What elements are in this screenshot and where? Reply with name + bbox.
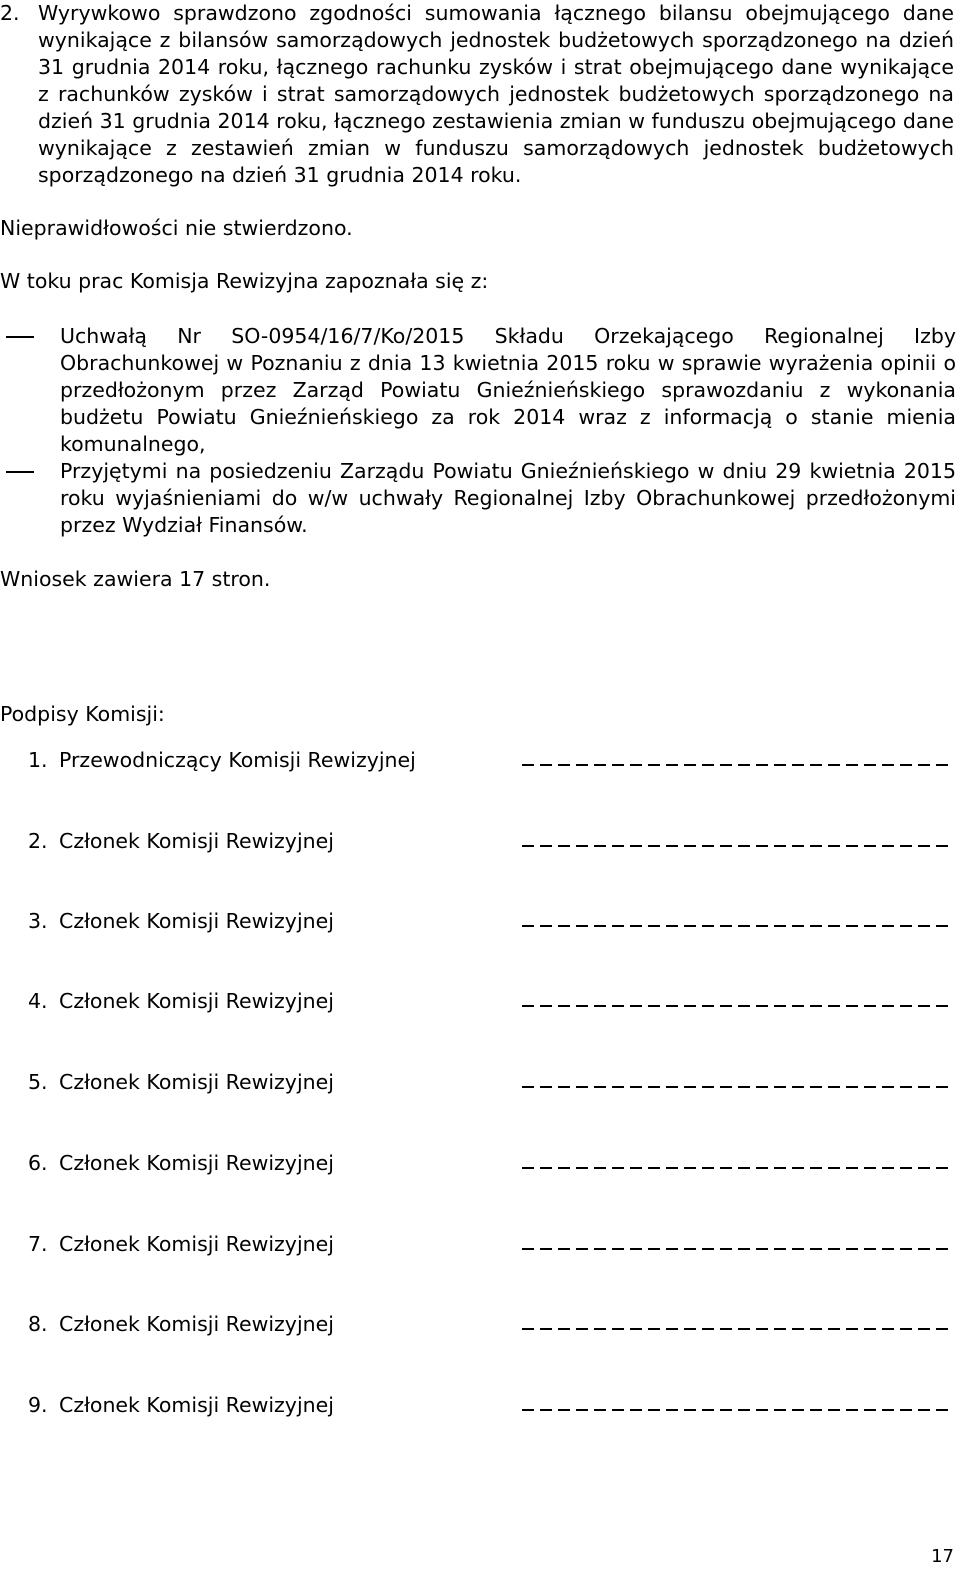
signature-row bbox=[0, 1068, 956, 1096]
signature-number: 5. bbox=[28, 1070, 48, 1094]
section-number: 2. bbox=[0, 1, 20, 25]
signature-row bbox=[0, 1230, 956, 1258]
dash-bullet-icon bbox=[6, 336, 34, 338]
list-item-text: Uchwałą Nr SO-0954/16/7/Ko/2015 Składu Orzekającego Regionalnej Izby Obrachunkowej w Poznaniu z dnia 13 kwietnia 2015 roku w sprawie wyrażenia opinii o przedłożonym przez Zarząd Powiatu Gnieźnieńskiego sprawozdaniu z wykonania budżetu Powiatu Gnieźnieńskiego za rok 2014 wraz z informacją o stanie mienia komunalnego, bbox=[60, 324, 956, 456]
signature-row bbox=[0, 1149, 956, 1177]
signature-line bbox=[522, 925, 954, 927]
signature-number: 6. bbox=[28, 1151, 48, 1175]
list-item bbox=[0, 458, 956, 539]
signature-label: Członek Komisji Rewizyjnej bbox=[59, 989, 334, 1013]
list-item-text: Przyjętymi na posiedzeniu Zarządu Powiatu Gnieźnieńskiego w dniu 29 kwietnia 2015 roku wyjaśnieniami do w/w uchwały Regionalnej Izby Obrachunkowej przedłożonymi przez Wydział Finansów. bbox=[60, 459, 956, 537]
signature-number: 7. bbox=[28, 1232, 48, 1256]
signature-row bbox=[0, 907, 956, 935]
page-count-note: Wniosek zawiera 17 stron. bbox=[0, 567, 271, 591]
signatures-heading: Podpisy Komisji: bbox=[0, 702, 165, 726]
signature-row bbox=[0, 1391, 956, 1419]
signature-label: Członek Komisji Rewizyjnej bbox=[59, 1312, 334, 1336]
signature-label: Przewodniczący Komisji Rewizyjnej bbox=[59, 748, 416, 772]
signature-number: 2. bbox=[28, 829, 48, 853]
page-number: 17 bbox=[931, 1546, 954, 1567]
signature-row bbox=[0, 987, 956, 1015]
signature-number: 1. bbox=[28, 748, 48, 772]
signature-row bbox=[0, 827, 956, 855]
signature-number: 3. bbox=[28, 909, 48, 933]
signature-row bbox=[0, 1310, 956, 1338]
intro-paragraph: W toku prac Komisja Rewizyjna zapoznała się z: bbox=[0, 269, 489, 293]
signature-line bbox=[522, 845, 954, 847]
bullet-list bbox=[0, 323, 956, 539]
signature-number: 9. bbox=[28, 1393, 48, 1417]
signature-number: 4. bbox=[28, 989, 48, 1013]
signature-label: Członek Komisji Rewizyjnej bbox=[59, 1232, 334, 1256]
signature-line bbox=[522, 764, 954, 766]
signature-line bbox=[522, 1005, 954, 1007]
no-irregularities-statement: Nieprawidłowości nie stwierdzono. bbox=[0, 216, 353, 240]
section-text: Wyrywkowo sprawdzono zgodności sumowania łącznego bilansu obejmującego dane wynikające z bilansów samorządowych jednostek budżetowych sporządzonego na dzień 31 grudnia 2014 roku, łącznego rachunku zysków i strat obejmującego dane wynikające z rachunków zysków i strat samorządowych jednostek budżetowych sporządzonego na dzień 31 grudnia 2014 roku, łącznego zestawienia zmian w funduszu obejmującego dane wynikające z zestawień zmian w funduszu samorządowych jednostek budżetowych sporządzonego na dzień 31 grudnia 2014 roku. bbox=[38, 1, 954, 187]
signature-number: 8. bbox=[28, 1312, 48, 1336]
signature-line bbox=[522, 1086, 954, 1088]
signature-line bbox=[522, 1409, 954, 1411]
dash-bullet-icon bbox=[6, 471, 34, 473]
signature-line bbox=[522, 1328, 954, 1330]
signature-label: Członek Komisji Rewizyjnej bbox=[59, 829, 334, 853]
signature-line bbox=[522, 1167, 954, 1169]
signature-label: Członek Komisji Rewizyjnej bbox=[59, 1070, 334, 1094]
signature-line bbox=[522, 1248, 954, 1250]
signature-label: Członek Komisji Rewizyjnej bbox=[59, 909, 334, 933]
list-item bbox=[0, 323, 956, 458]
signature-row bbox=[0, 746, 956, 774]
signature-label: Członek Komisji Rewizyjnej bbox=[59, 1151, 334, 1175]
signature-label: Członek Komisji Rewizyjnej bbox=[59, 1393, 334, 1417]
